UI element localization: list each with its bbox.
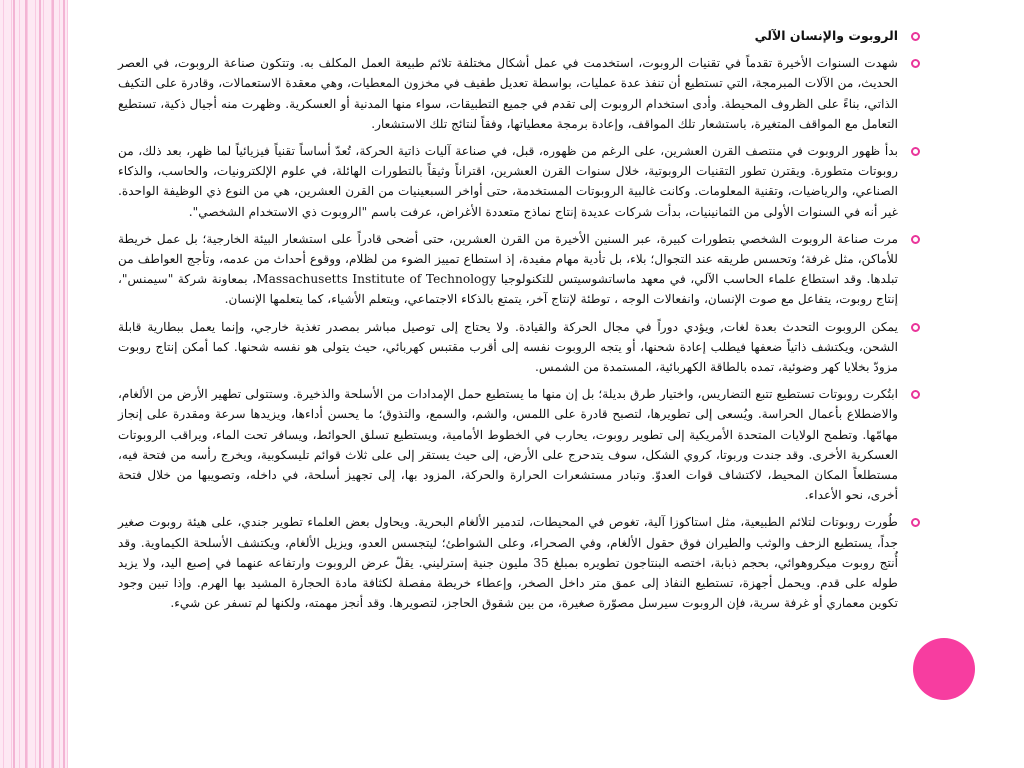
bullet-icon xyxy=(911,59,920,68)
bullet-icon xyxy=(911,518,920,527)
paragraph-item xyxy=(118,141,898,222)
slide-title: الروبوت والإنسان الآلي xyxy=(754,28,898,43)
paragraph-text: مرت صناعة الروبوت الشخصي بتطورات كبيرة، عبر السنين الأخيرة من القرن العشرين، حتى أضحى قادراً على استشعار البيئة الخارجية؛ بل عمل خريطة للأماكن، مثل غرفة؛ وتحسس طريقه عند التجوال؛ بلاء، بل تأدية مهام مفيدة، إذ استطاع تمييز الضوء من لظلام، ووقوع أحداث من عدمه، وتأجج العواطف من تبلدها. وقد استطاع علماء الحاسب الآلي، في معهد ماساتشوسيتس للتكنولوجيا Massachusetts Institute of Technology، بمعاونة شركة "سيمنس"، إنتاج روبوت، يتفاعل مع صوت الإنسان، وانفعالات الوجه ، توطئة لإنتاج آخر، يتمتع بالذكاء الاجتماعي، ويتعلم الأشياء، كما يتعلمها الإنسان. xyxy=(118,231,899,307)
paragraph-item xyxy=(118,384,898,505)
paragraph-item xyxy=(118,512,898,613)
paragraph-item xyxy=(118,229,898,310)
decorative-stripes xyxy=(0,0,68,768)
bullet-icon xyxy=(911,323,920,332)
paragraph-text: يمكن الروبوت التحدث بعدة لغات, ويؤدي دوراً في مجال الحركة والقيادة. ولا يحتاج إلى توصيل مباشر بمصدر تغذية خارجي، وإنما يعمل ببطارية قابلة الشحن، ويكتشف ذاتياً ضعفها فيطلب إعادة شحنها، أو يتجه الروبوت نفسه إلى أقرب مقتبس كهربائي، حيث يتولى هو نفسه شحنها. كما أمكن إنتاج روبوت مزودّ بخلايا كهر وضوئية، تمده بالطاقة الكهربائية، المستمدة من الشمس. xyxy=(118,319,898,375)
paragraph-text: طُورت روبوتات لتلائم الطبيعية، مثل استاكوزا آلية، تغوص في المحيطات، لتدمير الألغام البحرية. ويحاول بعض العلماء تطوير جندي، على هيئة روبوت صغير جداً، يستطيع الزحف والوثب والطيران فوق حقول الألغام، وفي الصحراء، وعلى الشواطئ؛ ليتجسس العدو، ويزيل الألغام، ويكتشف الأسلحة الكيماوية. وقد أُنتج روبوت ميكروهوائي، بحجم ذبابة، اختصه البنتاجون تطويره بمبلغ 35 مليون جنية إسترليني. يقلّ عرض الروبوت وارتفاعه عنهما في إصبع اليد، ولا يزيد طوله على قدم. ويحمل أجهزة، تستطيع النفاذ إلى عمق متر داخل الصخر، وإعطاء خريطة مفصلة لكثافة مادة الحجارة المشيد بها الهرم. وإذا تبين وجود تكوين معماري أو غرفة سرية، فإن الروبوت سيرسل مصوّرة صغيرة، من بين شقوق الحاجز، لتصويرها. وقد أنجز مهمته، ولكنها لم تسفر عن شيء. xyxy=(118,515,898,611)
stripe-line xyxy=(25,0,27,768)
bullet-icon xyxy=(911,390,920,399)
decorative-pink-circle xyxy=(913,638,975,700)
slide-title-item xyxy=(118,26,898,46)
paragraph-item xyxy=(118,317,898,378)
slide-content xyxy=(118,26,898,620)
stripe-line xyxy=(52,0,54,768)
paragraph-text: شهدت السنوات الأخيرة تقدماً في تقنيات الروبوت، استخدمت في عمل أشكال مختلفة تلائم طبيعة العمل المكلف به. وتتكون صناعة الروبوت، في العصر الحديث، من الآلات المبرمجة، التي تستطيع أن تنفذ عدة عمليات، بواسطة تعديل طفيف في مخزون المعطيات، وهي معقدة الاستعمالات، وقادرة على التكيف الذاتي، بناءً على الظروف المحيطة. وأدى استخدام الروبوت إلى تقدم في جميع التطبيقات، سواء منها المدنية أو العسكرية. وظهرت منه أجيال ذكية، تستطيع التعامل مع المواقف المتغيرة، باستشعار تلك المواقف، وإعادة برمجة معطياتها، وفقاً لنتائج تلك الاستشعار. xyxy=(118,56,898,131)
bullet-icon xyxy=(911,147,920,156)
paragraph-text: بدأ ظهور الروبوت في منتصف القرن العشرين، على الرغم من ظهوره، قبل، في صناعة آليات ذاتية الحركة، تُعدّ أساساً تقنياً فيزيائياً لما ظهر، بعد ذلك، من روبوتات متطورة. ويقترن تطور التقنيات الروبوتية، خلال سنوات القرن العشرين، اقتراناً وثيقاً بالتطورات الهائلة، في علوم الإلكترونيات، والحاسب، والذكاء الصناعي، والرياضيات، وتقنية المعلومات. وكانت غالبية الروبوتات المستخدمة، حتى أواخر السبعينيات من القرن العشرين، هي من النوع ذي الوظيفة الواحدة. غير أنه في السنوات الأولى من الثمانينيات، بدأت شركات عديدة إنتاج نماذج متعددة الأغراض، عرفت باسم "الروبوت ذي الاستخدام الشخصي". xyxy=(118,144,898,219)
stripe-line xyxy=(63,0,65,768)
paragraph-text: ابتُكرت روبوتات تستطيع تتبع التضاريس، واختيار طرق بديلة؛ بل إن منها ما يستطيع حمل الإمدادات من الأسلحة والذخيرة. وستتولى تطهير الأرض من الألغام، والاضطلاع بأعمال الحراسة. ويُسعى إلى تطويرها، لتصبح قادرة على اللمس، والشم، والسمع، والتذوق؛ ما يحسن أداءها، ويزيدها سرعة ومقدرة على إنجاز مهامّها. وتطمح الولايات المتحدة الأمريكية إلى تطوير روبوت، يحارب في الخطوط الأمامية، ويستطيع تسلق الحوائط، ويسافر تحت الماء، ويراقب الروبوتات العسكرية الأخرى. وقد جندت وربوتا، كروي الشكل، سوف يتدحرج على الأرض، إلى حيث يستقر إلى على ثلاث قوائم تليسكوبية، ويخرج رأسه من فتحة فيه، مستطلعاً المكان المحيط، لاكتشاف قوات العدوّ. وتبادر مستشعرات الحرارة والحركة، المزود بها، إلى تجهيز أسلحة، في داخله، وتصويبها من خلال فتحة أخرى، نحو الأعداء. xyxy=(118,387,898,503)
stripe-line xyxy=(39,0,41,768)
paragraph-item xyxy=(118,53,898,134)
bullet-icon xyxy=(911,235,920,244)
bullet-icon xyxy=(911,32,920,41)
stripe-line xyxy=(13,0,15,768)
